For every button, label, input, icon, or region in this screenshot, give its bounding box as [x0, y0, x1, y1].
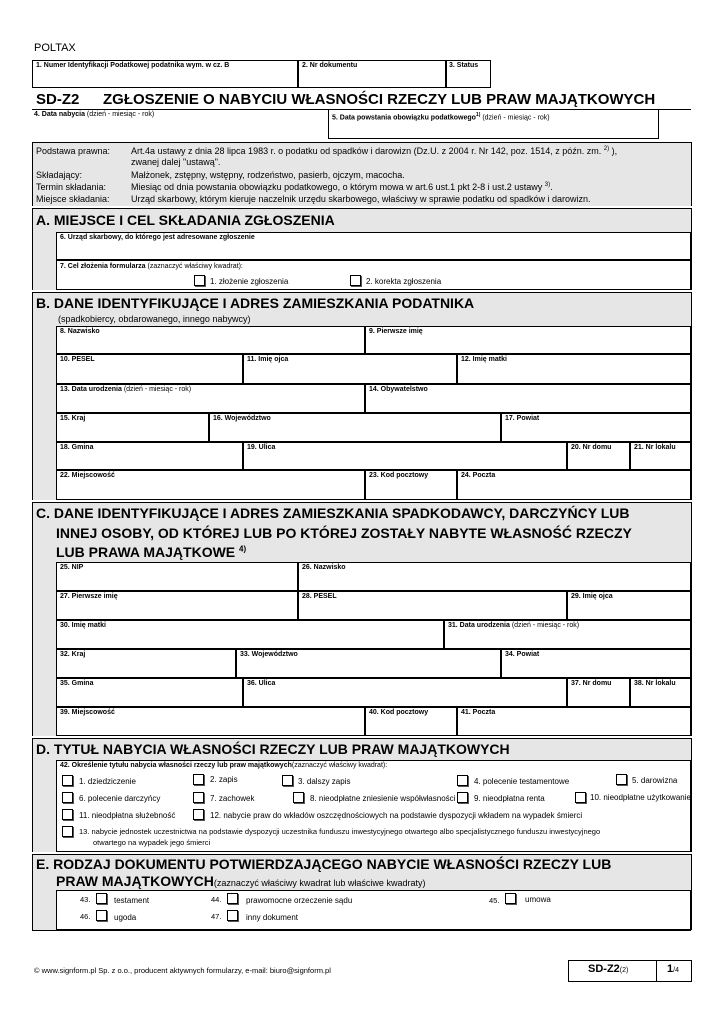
- testament-checkbox[interactable]: [96, 893, 107, 904]
- field10-label: 10. PESEL: [60, 356, 95, 363]
- contract-label: umowa: [525, 895, 551, 904]
- section-c-title-2: INNEJ OSOBY, OD KTÓREJ LUB PO KTÓREJ ZOSTAŁY NABYTE WŁASNOŚĆ RZECZY: [56, 525, 632, 541]
- field32-label: 32. Kraj: [60, 651, 86, 658]
- section-a-title: A. MIEJSCE I CEL SKŁADANIA ZGŁOSZENIA: [36, 212, 335, 228]
- section-c-title-1: C. DANE IDENTYFIKUJĄCE I ADRES ZAMIESZKANIA SPADKODAWCY, DARCZYŃCY LUB: [36, 505, 630, 521]
- option-8-label: 8. nieodpłatne zniesienie współwłasności: [310, 794, 456, 803]
- street-field[interactable]: [243, 442, 567, 470]
- donor-surname-field[interactable]: [298, 562, 691, 591]
- testament-label: testament: [114, 896, 150, 905]
- field47-number: 47.: [211, 912, 222, 921]
- option-6-checkbox[interactable]: [62, 792, 73, 803]
- field20-label: 20. Nr domu: [571, 444, 612, 451]
- field30-label: 30. Imię matki: [60, 622, 106, 629]
- section-e-title-2: PRAW MAJĄTKOWYCH(zaznaczyć właściwy kwadrat lub właściwe kwadraty): [56, 873, 426, 889]
- option-2-label: 2. zapis: [210, 775, 238, 784]
- footer-copyright: © www.signform.pl Sp. z o.o., producent aktywnych formularzy, e-mail: biuro@signform.pl: [34, 966, 331, 975]
- field2-label: 2. Nr dokumentu: [302, 62, 358, 69]
- section-c-title-3: LUB PRAWA MAJĄTKOWE $^{4)}$: [56, 544, 247, 560]
- donor-mother-name-field[interactable]: [56, 620, 444, 649]
- court-decision-checkbox[interactable]: [227, 893, 238, 904]
- field41-label: 41. Poczta: [461, 709, 496, 716]
- field35-label: 35. Gmina: [60, 680, 94, 687]
- option-3-checkbox[interactable]: [282, 775, 293, 786]
- basis-text2: zwanej dalej "ustawą".: [131, 157, 221, 167]
- field31-label: 31. Data urodzenia (dzień - miesiąc - rok): [448, 622, 580, 629]
- option-9-label: 9. nieodpłatna renta: [474, 794, 545, 803]
- option-13-label-cont: otwartego na wypadek jego śmierci: [93, 838, 211, 847]
- deadline-text: Miesiąc od dnia powstania obowiązku podatkowego, o którym mowa w art.6 ust.1 pkt 2-8 i ust.2 ustawy $^{3)}$.: [131, 182, 553, 192]
- donor-street-field[interactable]: [243, 678, 567, 707]
- section-d-title: D. TYTUŁ NABYCIA WŁASNOŚCI RZECZY LUB PRAW MAJĄTKOWYCH: [36, 741, 510, 757]
- basis-text: Art.4a ustawy z dnia 28 lipca 1983 r. o podatku od spadków i darowizn (Dz.U. z 2004 r. Nr 142, poz. 1514, z późn. zm. $^{2)}$ ),: [131, 146, 618, 156]
- field28-label: 28. PESEL: [302, 593, 337, 600]
- option-correction-checkbox[interactable]: [350, 275, 361, 286]
- field19-label: 19. Ulica: [247, 444, 276, 451]
- field38-label: 38. Nr lokalu: [634, 680, 676, 687]
- field4-label: 4. Data nabycia (dzień - miesiąc - rok): [34, 111, 155, 118]
- field42-label: 42. Określenie tytułu nabycia własności rzeczy lub praw majątkowych(zaznaczyć właściwy kwadrat):: [60, 762, 388, 769]
- option-4-checkbox[interactable]: [457, 775, 468, 786]
- deadline-label: Termin składania:: [36, 182, 107, 192]
- option-2-checkbox[interactable]: [193, 774, 204, 785]
- option-7-checkbox[interactable]: [193, 792, 204, 803]
- field3-label: 3. Status: [449, 62, 479, 69]
- form-code: SD-Z2: [36, 91, 80, 108]
- option-submission-label: 1. złożenie zgłoszenia: [210, 277, 289, 286]
- option-11-checkbox[interactable]: [62, 809, 73, 820]
- option-13-checkbox[interactable]: [62, 826, 73, 837]
- field43-number: 43.: [80, 895, 91, 904]
- option-7-label: 7. zachowek: [210, 794, 255, 803]
- field22-label: 22. Miejscowość: [60, 472, 115, 479]
- field25-label: 25. NIP: [60, 564, 84, 571]
- field13-label: 13. Data urodzenia (dzień - miesiąc - rok): [60, 386, 192, 393]
- court-decision-label: prawomocne orzeczenie sądu: [246, 896, 353, 905]
- field5-label: 5. Data powstania obowiązku podatkowego$^{1)}$ (dzień - miesiąc - rok): [332, 112, 550, 122]
- field45-number: 45.: [489, 896, 500, 905]
- page-number: 1/4: [667, 963, 679, 975]
- surname-field[interactable]: [56, 326, 365, 354]
- option-1-checkbox[interactable]: [62, 775, 73, 786]
- section-e-title-1: E. RODZAJ DOKUMENTU POTWIERDZAJĄCEGO NABYCIE WŁASNOŚCI RZECZY LUB: [36, 856, 612, 872]
- donor-nip-field[interactable]: [56, 562, 298, 591]
- option-9-checkbox[interactable]: [457, 792, 468, 803]
- place-label: Miejsce składania:: [36, 194, 110, 204]
- option-3-label: 3. dalszy zapis: [298, 777, 351, 786]
- option-8-checkbox[interactable]: [293, 792, 304, 803]
- option-correction-label: 2. korekta zgłoszenia: [366, 277, 442, 286]
- option-submission-checkbox[interactable]: [194, 275, 205, 286]
- field17-label: 17. Powiat: [505, 415, 540, 422]
- filers-label: Składający:: [36, 170, 83, 180]
- option-12-checkbox[interactable]: [193, 809, 204, 820]
- option-12-label: 12. nabycie praw do wkładów oszczędnościowych na podstawie dyspozycji wkładem na wypadek śmierci: [210, 811, 583, 820]
- field1-label: 1. Numer Identyfikacji Podatkowej podatnika wym. w cz. B: [36, 62, 230, 69]
- field14-label: 14. Obywatelstwo: [369, 386, 428, 393]
- field6-label: 6. Urząd skarbowy, do którego jest adresowane zgłoszenie: [60, 234, 255, 241]
- field8-label: 8. Nazwisko: [60, 328, 100, 335]
- field37-label: 37. Nr domu: [571, 680, 612, 687]
- other-document-checkbox[interactable]: [227, 910, 238, 921]
- field23-label: 23. Kod pocztowy: [369, 472, 429, 479]
- field36-label: 36. Ulica: [247, 680, 276, 687]
- option-6-label: 6. polecenie darczyńcy: [79, 794, 161, 803]
- footer-code: SD-Z2(2): [588, 963, 629, 975]
- option-10-checkbox[interactable]: [575, 792, 586, 803]
- place-text: Urząd skarbowy, którym kieruje naczelnik urzędu skarbowego, właściwy w sprawie podatku od spadków i darowizn.: [131, 194, 591, 204]
- settlement-checkbox[interactable]: [96, 910, 107, 921]
- option-1-label: 1. dziedziczenie: [79, 777, 136, 786]
- option-5-checkbox[interactable]: [616, 774, 627, 785]
- field40-label: 40. Kod pocztowy: [369, 709, 429, 716]
- field24-label: 24. Poczta: [461, 472, 496, 479]
- document-types-field: [56, 890, 691, 930]
- field44-number: 44.: [211, 895, 222, 904]
- field34-label: 34. Powiat: [505, 651, 540, 658]
- field16-label: 16. Województwo: [213, 415, 271, 422]
- field18-label: 18. Gmina: [60, 444, 94, 451]
- field11-label: 11. Imię ojca: [247, 356, 289, 363]
- option-11-label: 11. nieodpłatna służebność: [79, 811, 176, 820]
- field26-label: 26. Nazwisko: [302, 564, 346, 571]
- contract-checkbox[interactable]: [505, 893, 516, 904]
- field39-label: 39. Miejscowość: [60, 709, 115, 716]
- option-5-label: 5. darowizna: [632, 776, 678, 785]
- field27-label: 27. Pierwsze imię: [60, 593, 118, 600]
- form-title: ZGŁOSZENIE O NABYCIU WŁASNOŚCI RZECZY LUB PRAW MAJĄTKOWYCH: [103, 91, 656, 108]
- section-b-subtitle: (spadkobiercy, obdarowanego, innego nabywcy): [58, 314, 251, 324]
- option-13-label: 13. nabycie jednostek uczestnictwa na podstawie dyspozycji uczestnika funduszu inwestycyjnego otwartego albo specjalistycznego funduszu inwestycyjnego: [79, 827, 601, 836]
- field33-label: 33. Województwo: [240, 651, 298, 658]
- field46-number: 46.: [80, 912, 91, 921]
- field15-label: 15. Kraj: [60, 415, 86, 422]
- field9-label: 9. Pierwsze imię: [369, 328, 423, 335]
- field7-label: 7. Cel złożenia formularza (zaznaczyć właściwy kwadrat):: [60, 263, 243, 270]
- donor-pesel-field[interactable]: [298, 591, 567, 620]
- field21-label: 21. Nr lokalu: [634, 444, 676, 451]
- settlement-label: ugoda: [114, 913, 137, 922]
- field29-label: 29. Imię ojca: [571, 593, 613, 600]
- option-4-label: 4. polecenie testamentowe: [474, 777, 570, 786]
- filers-text: Małżonek, zstępny, wstępny, rodzeństwo, pasierb, ojczym, macocha.: [131, 170, 405, 180]
- other-document-label: inny dokument: [246, 913, 299, 922]
- brand: POLTAX: [34, 42, 76, 54]
- section-b-title: B. DANE IDENTYFIKUJĄCE I ADRES ZAMIESZKANIA PODATNIKA: [36, 295, 475, 311]
- option-10-label: 10. nieodpłatne użytkowanie: [590, 793, 691, 802]
- field12-label: 12. Imię matki: [461, 356, 507, 363]
- basis-label: Podstawa prawna:: [36, 146, 111, 156]
